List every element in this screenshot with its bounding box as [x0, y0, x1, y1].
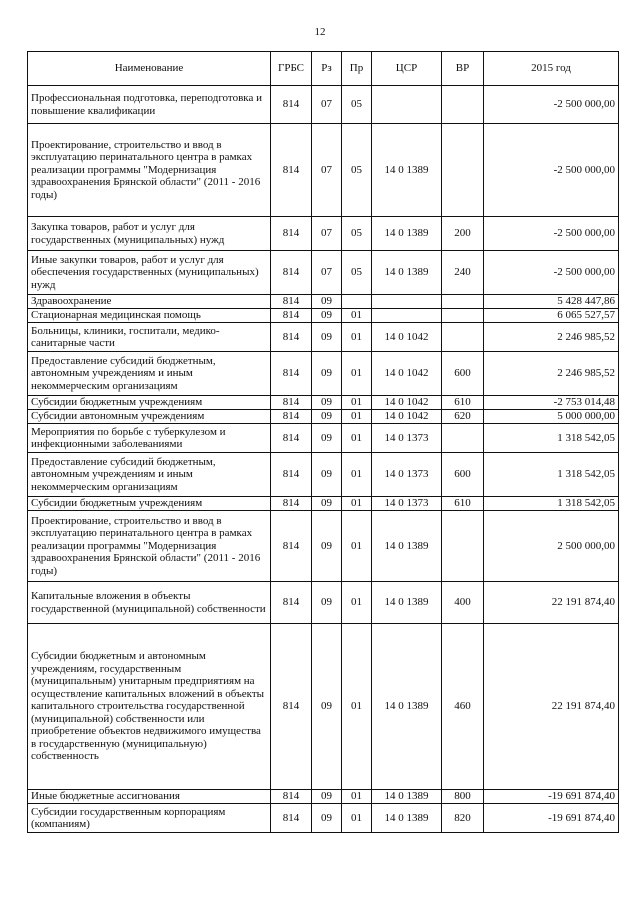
cell-rz: 09: [312, 453, 342, 497]
cell-pr: 01: [342, 323, 372, 352]
header-vr: ВР: [442, 52, 484, 86]
cell-vr: [442, 86, 484, 124]
cell-amount: 1 318 542,05: [484, 424, 619, 453]
cell-name: Предоставление субсидий бюджетным, автономным учреждениям и иным некоммерческим организациям: [28, 453, 271, 497]
cell-name: Субсидии бюджетным учреждениям: [28, 497, 271, 511]
cell-amount: 6 065 527,57: [484, 309, 619, 323]
cell-amount: 2 246 985,52: [484, 323, 619, 352]
cell-vr: [442, 295, 484, 309]
table-row: [28, 582, 619, 624]
table-row: [28, 453, 619, 497]
cell-vr: 400: [442, 582, 484, 624]
cell-pr: 05: [342, 86, 372, 124]
cell-pr: 05: [342, 251, 372, 295]
cell-csr: 14 0 1042: [372, 352, 442, 396]
cell-grbs: 814: [271, 804, 312, 833]
cell-name: Субсидии автономным учреждениям: [28, 410, 271, 424]
cell-amount: 5 000 000,00: [484, 410, 619, 424]
cell-grbs: 814: [271, 86, 312, 124]
cell-pr: 01: [342, 511, 372, 582]
table-header-row: [28, 52, 619, 86]
cell-csr: 14 0 1389: [372, 511, 442, 582]
header-csr: ЦСР: [372, 52, 442, 86]
cell-grbs: 814: [271, 410, 312, 424]
cell-vr: 600: [442, 453, 484, 497]
table-row: [28, 309, 619, 323]
cell-amount: 22 191 874,40: [484, 582, 619, 624]
cell-vr: 800: [442, 790, 484, 804]
cell-rz: 07: [312, 86, 342, 124]
cell-pr: 01: [342, 790, 372, 804]
cell-csr: 14 0 1373: [372, 497, 442, 511]
cell-grbs: 814: [271, 396, 312, 410]
cell-amount: -19 691 874,40: [484, 804, 619, 833]
cell-rz: 09: [312, 424, 342, 453]
cell-name: Профессиональная подготовка, переподготовка и повышение квалификации: [28, 86, 271, 124]
cell-vr: 460: [442, 624, 484, 790]
cell-csr: [372, 86, 442, 124]
table-row: [28, 804, 619, 833]
cell-rz: 07: [312, 124, 342, 217]
cell-pr: 01: [342, 309, 372, 323]
cell-name: Стационарная медицинская помощь: [28, 309, 271, 323]
cell-csr: 14 0 1042: [372, 396, 442, 410]
cell-amount: 2 246 985,52: [484, 352, 619, 396]
cell-grbs: 814: [271, 424, 312, 453]
cell-vr: [442, 124, 484, 217]
cell-rz: 09: [312, 309, 342, 323]
cell-rz: 07: [312, 251, 342, 295]
cell-rz: 09: [312, 410, 342, 424]
cell-rz: 09: [312, 497, 342, 511]
cell-name: Здравоохранение: [28, 295, 271, 309]
cell-grbs: 814: [271, 511, 312, 582]
cell-pr: 01: [342, 582, 372, 624]
cell-rz: 09: [312, 511, 342, 582]
cell-vr: [442, 309, 484, 323]
header-grbs: ГРБС: [271, 52, 312, 86]
cell-amount: 22 191 874,40: [484, 624, 619, 790]
budget-table: [27, 51, 619, 833]
cell-rz: 09: [312, 804, 342, 833]
cell-name: Капитальные вложения в объекты государственной (муниципальной) собственности: [28, 582, 271, 624]
cell-name: Мероприятия по борьбе с туберкулезом и инфекционными заболеваниями: [28, 424, 271, 453]
cell-grbs: 814: [271, 251, 312, 295]
cell-grbs: 814: [271, 497, 312, 511]
cell-amount: 5 428 447,86: [484, 295, 619, 309]
cell-vr: 610: [442, 497, 484, 511]
cell-pr: 01: [342, 424, 372, 453]
cell-grbs: 814: [271, 790, 312, 804]
cell-rz: 09: [312, 624, 342, 790]
cell-csr: 14 0 1042: [372, 410, 442, 424]
cell-amount: -2 753 014,48: [484, 396, 619, 410]
table-row: [28, 217, 619, 251]
cell-pr: 01: [342, 410, 372, 424]
table-row: [28, 396, 619, 410]
cell-amount: -2 500 000,00: [484, 217, 619, 251]
cell-pr: 01: [342, 624, 372, 790]
cell-rz: 09: [312, 396, 342, 410]
cell-csr: [372, 295, 442, 309]
cell-name: Проектирование, строительство и ввод в эксплуатацию перинатального центра в рамках реализации программы "Модернизация здравоохранения Брянской области" (2011 - 2016 годы): [28, 511, 271, 582]
cell-grbs: 814: [271, 582, 312, 624]
cell-rz: 07: [312, 217, 342, 251]
cell-name: Предоставление субсидий бюджетным, автономным учреждениям и иным некоммерческим организациям: [28, 352, 271, 396]
cell-name: Субсидии государственным корпорациям (компаниям): [28, 804, 271, 833]
cell-pr: 01: [342, 396, 372, 410]
cell-name: Больницы, клиники, госпитали, медико-санитарные части: [28, 323, 271, 352]
cell-rz: 09: [312, 352, 342, 396]
header-name: Наименование: [28, 52, 271, 86]
cell-vr: 620: [442, 410, 484, 424]
cell-grbs: 814: [271, 352, 312, 396]
cell-amount: -2 500 000,00: [484, 251, 619, 295]
cell-amount: 2 500 000,00: [484, 511, 619, 582]
cell-grbs: 814: [271, 124, 312, 217]
table-row: [28, 410, 619, 424]
cell-grbs: 814: [271, 309, 312, 323]
cell-csr: [372, 309, 442, 323]
cell-pr: [342, 295, 372, 309]
cell-rz: 09: [312, 295, 342, 309]
table-row: [28, 497, 619, 511]
cell-rz: 09: [312, 582, 342, 624]
table-row: [28, 424, 619, 453]
cell-amount: 1 318 542,05: [484, 497, 619, 511]
header-rz: Рз: [312, 52, 342, 86]
cell-name: Закупка товаров, работ и услуг для государственных (муниципальных) нужд: [28, 217, 271, 251]
cell-name: Субсидии бюджетным и автономным учреждениям, государственным (муниципальным) унитарным предприятиям на осуществление капитальных вложений в объекты капитального строительства государственной (муниципальной) собственности или приобретение объектов недвижимого имущества в государственную (муниципальную) собственность: [28, 624, 271, 790]
table-row: [28, 352, 619, 396]
cell-vr: [442, 424, 484, 453]
cell-name: Иные закупки товаров, работ и услуг для обеспечения государственных (муниципальных) нужд: [28, 251, 271, 295]
cell-csr: 14 0 1389: [372, 624, 442, 790]
cell-rz: 09: [312, 323, 342, 352]
cell-vr: 240: [442, 251, 484, 295]
cell-csr: 14 0 1373: [372, 453, 442, 497]
table-row: [28, 251, 619, 295]
cell-vr: [442, 511, 484, 582]
table-row: [28, 86, 619, 124]
cell-grbs: 814: [271, 323, 312, 352]
cell-vr: 200: [442, 217, 484, 251]
cell-csr: 14 0 1389: [372, 124, 442, 217]
cell-name: Иные бюджетные ассигнования: [28, 790, 271, 804]
cell-csr: 14 0 1389: [372, 790, 442, 804]
cell-pr: 01: [342, 804, 372, 833]
cell-grbs: 814: [271, 624, 312, 790]
cell-csr: 14 0 1389: [372, 251, 442, 295]
cell-amount: -2 500 000,00: [484, 124, 619, 217]
cell-vr: 600: [442, 352, 484, 396]
table-row: [28, 323, 619, 352]
table-row: [28, 624, 619, 790]
table-row: [28, 124, 619, 217]
cell-pr: 01: [342, 497, 372, 511]
cell-rz: 09: [312, 790, 342, 804]
table-row: [28, 790, 619, 804]
cell-pr: 05: [342, 124, 372, 217]
cell-vr: 610: [442, 396, 484, 410]
cell-amount: 1 318 542,05: [484, 453, 619, 497]
cell-csr: 14 0 1042: [372, 323, 442, 352]
header-year: 2015 год: [484, 52, 619, 86]
table-row: [28, 295, 619, 309]
cell-name: Проектирование, строительство и ввод в эксплуатацию перинатального центра в рамках реализации программы "Модернизация здравоохранения Брянской области" (2011 - 2016 годы): [28, 124, 271, 217]
cell-name: Субсидии бюджетным учреждениям: [28, 396, 271, 410]
cell-vr: [442, 323, 484, 352]
cell-grbs: 814: [271, 295, 312, 309]
table-row: [28, 511, 619, 582]
cell-vr: 820: [442, 804, 484, 833]
cell-csr: 14 0 1373: [372, 424, 442, 453]
cell-amount: -19 691 874,40: [484, 790, 619, 804]
cell-csr: 14 0 1389: [372, 804, 442, 833]
cell-pr: 05: [342, 217, 372, 251]
cell-csr: 14 0 1389: [372, 582, 442, 624]
cell-pr: 01: [342, 352, 372, 396]
cell-pr: 01: [342, 453, 372, 497]
cell-grbs: 814: [271, 453, 312, 497]
cell-grbs: 814: [271, 217, 312, 251]
header-pr: Пр: [342, 52, 372, 86]
cell-amount: -2 500 000,00: [484, 86, 619, 124]
cell-csr: 14 0 1389: [372, 217, 442, 251]
page-number: 12: [314, 26, 326, 38]
